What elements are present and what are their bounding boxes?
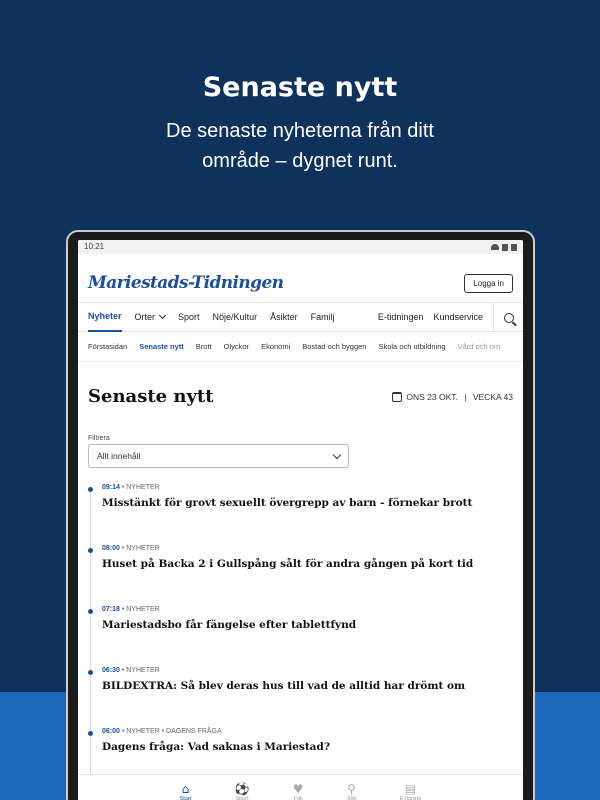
feed-category: • NYHETER (121, 484, 160, 491)
nav-link-kundservice[interactable]: Kundservice (433, 312, 483, 322)
subnav-item-ekonomi[interactable]: Ekonomi (261, 342, 291, 351)
nav-link-e-tidningen[interactable]: E-tidningen (377, 312, 424, 322)
subnav-item-bostad[interactable]: Bostad och byggen (302, 342, 367, 351)
tab-start[interactable] (180, 782, 192, 800)
tab-label: Sök (346, 795, 357, 800)
news-feed (78, 484, 523, 789)
feed-headline[interactable]: Dagens fråga: Vad saknas i Mariestad? (102, 741, 330, 753)
subnav-item-senaste-nytt[interactable]: Senaste nytt (139, 342, 184, 351)
feed-headline[interactable]: Mariestadsbo får fängelse efter tablettfynd (102, 619, 357, 631)
feed-item[interactable] (102, 545, 523, 606)
calendar-icon (392, 392, 402, 402)
week-text: VECKA 43 (472, 391, 513, 402)
status-time: 10:21 (84, 242, 105, 251)
nav-right-links (378, 312, 483, 322)
tablet-frame (66, 230, 535, 800)
promo-subtitle (0, 116, 600, 176)
feed-category: • NYHETER (121, 545, 160, 552)
newspaper-icon: ▤ (404, 781, 417, 796)
chevron-down-icon (333, 450, 341, 458)
feed-item[interactable] (102, 667, 523, 728)
tab-label: Sport (235, 795, 249, 800)
subnav-item-brott[interactable]: Brott (195, 342, 212, 351)
wifi-icon (491, 244, 499, 250)
filter-select[interactable] (88, 444, 349, 468)
nav-item-familj[interactable]: Familj (310, 312, 335, 322)
site-header (78, 264, 523, 302)
heart-icon: ♥ (292, 781, 304, 796)
date-block (392, 392, 513, 402)
feed-meta (102, 545, 523, 552)
tab-folj[interactable] (293, 782, 304, 800)
sub-nav (78, 332, 523, 362)
date-separator: | (461, 391, 469, 402)
search-icon (504, 313, 514, 323)
battery-icon (511, 244, 517, 251)
feed-item[interactable] (102, 606, 523, 667)
feed-category: • NYHETER (121, 667, 160, 674)
app-screen (78, 240, 523, 800)
tab-label: E-tidning (399, 795, 422, 800)
tab-e-tidning[interactable] (400, 782, 422, 800)
feed-time: 08:00 (102, 545, 120, 552)
tab-bar (78, 774, 523, 800)
date-text: ONS 23 OKT. (406, 391, 458, 402)
timeline-line (90, 490, 91, 790)
tab-sport[interactable] (235, 782, 250, 800)
status-icons (491, 242, 517, 252)
feed-meta (102, 484, 523, 491)
feed-meta (102, 728, 523, 735)
subnav-item-vard[interactable]: Vård och om (457, 342, 501, 351)
login-button[interactable]: Logga in (464, 274, 513, 293)
feed-meta (102, 606, 523, 613)
nav-item-orter[interactable] (135, 302, 166, 332)
tab-label: Följ (293, 795, 303, 800)
feed-category: • NYHETER • DAGENS FRÅGA (121, 728, 222, 735)
feed-time: 07:18 (102, 606, 120, 613)
main-nav (78, 302, 523, 332)
signal-icon (502, 244, 508, 251)
page-title: Senaste nytt (88, 386, 214, 407)
site-logo[interactable]: Mariestads-Tidningen (88, 273, 284, 293)
feed-headline[interactable]: Huset på Backa 2 i Gullspång sålt för andra gången på kort tid (102, 558, 474, 570)
tab-sok[interactable] (347, 782, 356, 800)
feed-time: 06:30 (102, 667, 120, 674)
search-button[interactable] (493, 303, 523, 333)
nav-item-asikter[interactable]: Åsikter (270, 312, 298, 322)
subnav-item-forstasidan[interactable]: Förstasidan (88, 342, 128, 351)
promo-title: Senaste nytt (202, 72, 398, 103)
feed-time: 09:14 (102, 484, 120, 491)
nav-item-orter-label: Orter (134, 312, 156, 322)
subnav-item-skola[interactable]: Skola och utbildning (378, 342, 446, 351)
timeline-dot (88, 609, 93, 614)
feed-headline[interactable]: BILDEXTRA: Så blev deras hus till vad de alltid har drömt om (102, 680, 466, 692)
timeline-dot (88, 670, 93, 675)
feed-time: 06:00 (102, 728, 120, 735)
search-icon: ⚲ (347, 781, 356, 796)
page-head (78, 386, 523, 407)
feed-headline[interactable]: Misstänkt för grovt sexuellt övergrepp av barn - förnekar brott (102, 497, 473, 509)
timeline-dot (88, 731, 93, 736)
feed-meta (102, 667, 523, 674)
timeline-dot (88, 487, 93, 492)
feed-category: • NYHETER (121, 606, 160, 613)
promo-subtitle-line1: De senaste nyheterna från ditt (166, 120, 434, 142)
promo-subtitle-line2: område – dygnet runt. (202, 150, 398, 172)
timeline-dot (88, 548, 93, 553)
nav-item-noje-kultur[interactable]: Nöje/Kultur (212, 312, 258, 322)
nav-item-sport[interactable]: Sport (178, 312, 200, 322)
feed-item[interactable] (102, 484, 523, 545)
filter-label: Filtrera (88, 435, 110, 442)
home-icon: ⌂ (181, 781, 190, 796)
filter-value: Allt innehåll (97, 451, 141, 461)
nav-item-nyheter[interactable]: Nyheter (88, 302, 122, 332)
subnav-item-olyckor[interactable]: Olyckor (223, 342, 250, 351)
status-bar (78, 240, 523, 254)
tab-label: Start (179, 795, 192, 800)
ball-icon: ⚽ (234, 781, 250, 796)
chevron-down-icon (159, 312, 166, 319)
